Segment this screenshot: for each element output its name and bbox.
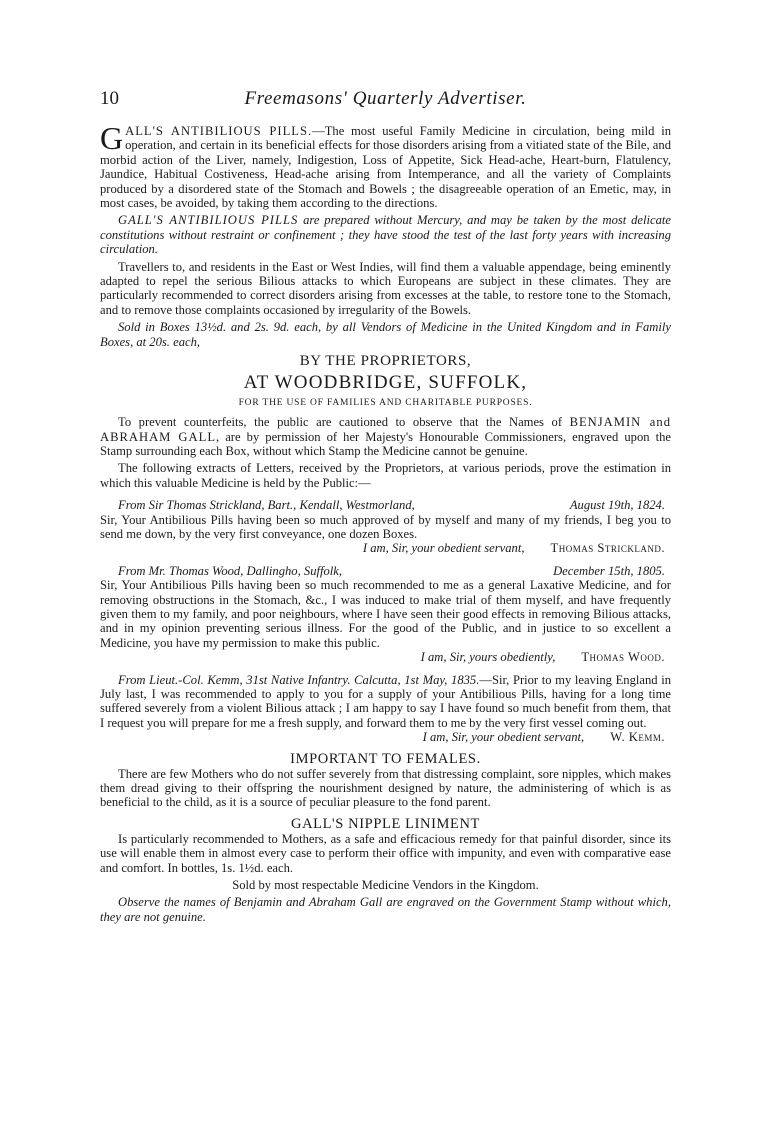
drop-cap: G (100, 120, 124, 156)
running-title: Freemasons' Quarterly Advertiser. (244, 88, 527, 109)
females-paragraph: There are few Mothers who do not suffer severely from that distressing complaint, sore nipples, which makes them dread giving to their offspring the nourishment designed by nature, the administering of which is as beneficial to the child, as it is a source of peculiar pleasure to the fond parent. (100, 766, 671, 810)
proprietors-heading: BY THE PROPRIETORS, (299, 353, 472, 370)
caution-paragraph (100, 415, 671, 458)
letter-closing: I am, Sir, yours obediently, (420, 650, 556, 665)
stamp-notice: Observe the names of Benjamin and Abraham Gall are engraved on the Government Stamp without which, they are not genuine. (100, 895, 671, 924)
extracts-intro: The following extracts of Letters, received by the Proprietors, at various periods, prove the estimation in which this valuable Medicine is held by the Public:— (100, 461, 671, 490)
galls-pills-title: ALL'S ANTIBILIOUS PILLS. (125, 124, 313, 138)
caution-text: To prevent counterfeits, the public are cautioned to observe that the Names of (118, 415, 563, 430)
galls-pills-travellers: Travellers to, and residents in the East or West Indies, will find them a valuable appendage, being eminently adapted to repel the serious Bilious attacks to which Europeans are subject in these climates. They are particularly recommended to correct disorders arising from excesses at the table, to restore tone to the Stomach, and to remove those complaints occasioned by irregularity of the Bowels. (100, 259, 671, 317)
galls-pills-intro-text: —The most useful Family Medicine in circulation, being mild in operation, and certain in its beneficial effects for those disorders arising from a vitiated state of the Bile, and morbid action of the Liver, namely, Indigestion, Loss of Appetite, Sick Head-ache, Heart-burn, Flatulency, Jaundice, Habitual Costiveness, Head-ache arising from Intemperance, and all the variety of Complaints produced by a disordered state of the Stomach and Bowels ; the disagreeable operation of an Emetic, may, in most cases, be avoided, by taking them according to the directions. (100, 124, 671, 211)
page-number: 10 (100, 88, 119, 109)
galls-pills-prices: Sold in Boxes 13½d. and 2s. 9d. each, by all Vendors of Medicine in the United Kingdom and in Family Boxes, at 20s. each, (100, 320, 671, 349)
letter-date: December 15th, 1805. (553, 563, 665, 578)
letter-signature: Thomas Strickland. (550, 541, 665, 556)
letter-from: From Lieut.-Col. Kemm, 31st Native Infantry. Calcutta, 1st May, 1835. (118, 672, 480, 687)
galls-pills-mercury-text: are prepared without Mercury, and may be taken by the most delicate constitutions without restraint or confinement ; they have stood the test of the last forty years with increasing circulation. (100, 213, 671, 257)
families-subheading: FOR THE USE OF FAMILIES AND CHARITABLE PURPOSES. (238, 398, 533, 409)
letter-header (100, 564, 671, 578)
gall-names: BENJAMIN and ABRAHAM GALL (100, 415, 671, 444)
letter-kemm (100, 673, 671, 731)
galls-pills-mercury (100, 213, 671, 256)
sold-by-line: Sold by most respectable Medicine Vendors in the Kingdom. (232, 878, 539, 893)
letter-from: From Sir Thomas Strickland, Bart., Kendall, Westmorland, (118, 498, 415, 513)
letter-signature-line (100, 650, 671, 664)
letter-signature: Thomas Wood. (581, 650, 665, 665)
letter-body: Sir, Your Antibilious Pills having been so much approved of by myself and many of my friends, I beg you to send me down, by the very first conveyance, one dozen Boxes. (100, 512, 671, 541)
galls-pills-name: GALL'S ANTIBILIOUS PILLS (118, 213, 299, 228)
liniment-heading: GALL'S NIPPLE LINIMENT (291, 815, 480, 832)
letter-date: August 19th, 1824. (569, 498, 665, 513)
letter-signature: W. Kemm. (610, 730, 665, 745)
letter-closing: I am, Sir, your obedient servant, (422, 730, 585, 745)
letter-from: From Mr. Thomas Wood, Dallingho, Suffolk, (118, 563, 343, 578)
letter-closing: I am, Sir, your obedient servant, (362, 541, 525, 556)
females-heading: IMPORTANT TO FEMALES. (290, 750, 481, 767)
letter-header (100, 498, 671, 512)
caution-rest: , are by permission of her Majesty's Honourable Commissioners, engraved upon the Stamp surrounding each Box, without which Stamp the Medicine cannot be genuine. (100, 429, 671, 458)
galls-pills-intro (100, 120, 671, 211)
letter-body: —Sir, Prior to my leaving England in July last, I was recommended to apply to you for a supply of your Antibilious Pills, having for a long time suffered severely from a violent Bilious attack ; I am happy to say I have found so much benefit from them, that I request you will prepare for me a fresh supply, and forward them to me by the very first vessel coming out. (100, 672, 671, 730)
woodbridge-heading: AT WOODBRIDGE, SUFFOLK, (243, 372, 528, 394)
running-header (100, 88, 671, 110)
letter-signature-line (100, 541, 671, 555)
letter-body: Sir, Your Antibilious Pills having been so much recommended to me as a general Laxative Medicine, and for removing obstructions in the Stomach, &c., I was induced to make trial of them myself, and have frequently given them to my family, and poor neighbours, where I have seen their good effects in removing Bilious attacks, and in my opinion preventing serious illness. For the good of the Public, and in justice to so excellent a Medicine, you have my permission to make this public. (100, 578, 671, 650)
letter-signature-line (100, 730, 671, 744)
liniment-paragraph: Is particularly recommended to Mothers, as a safe and efficacious remedy for that painful disorder, since its use will enable them in almost every case to perform their office with impunity, and even with comparative ease and comfort. In bottles, 1s. 1½d. each. (100, 831, 671, 875)
